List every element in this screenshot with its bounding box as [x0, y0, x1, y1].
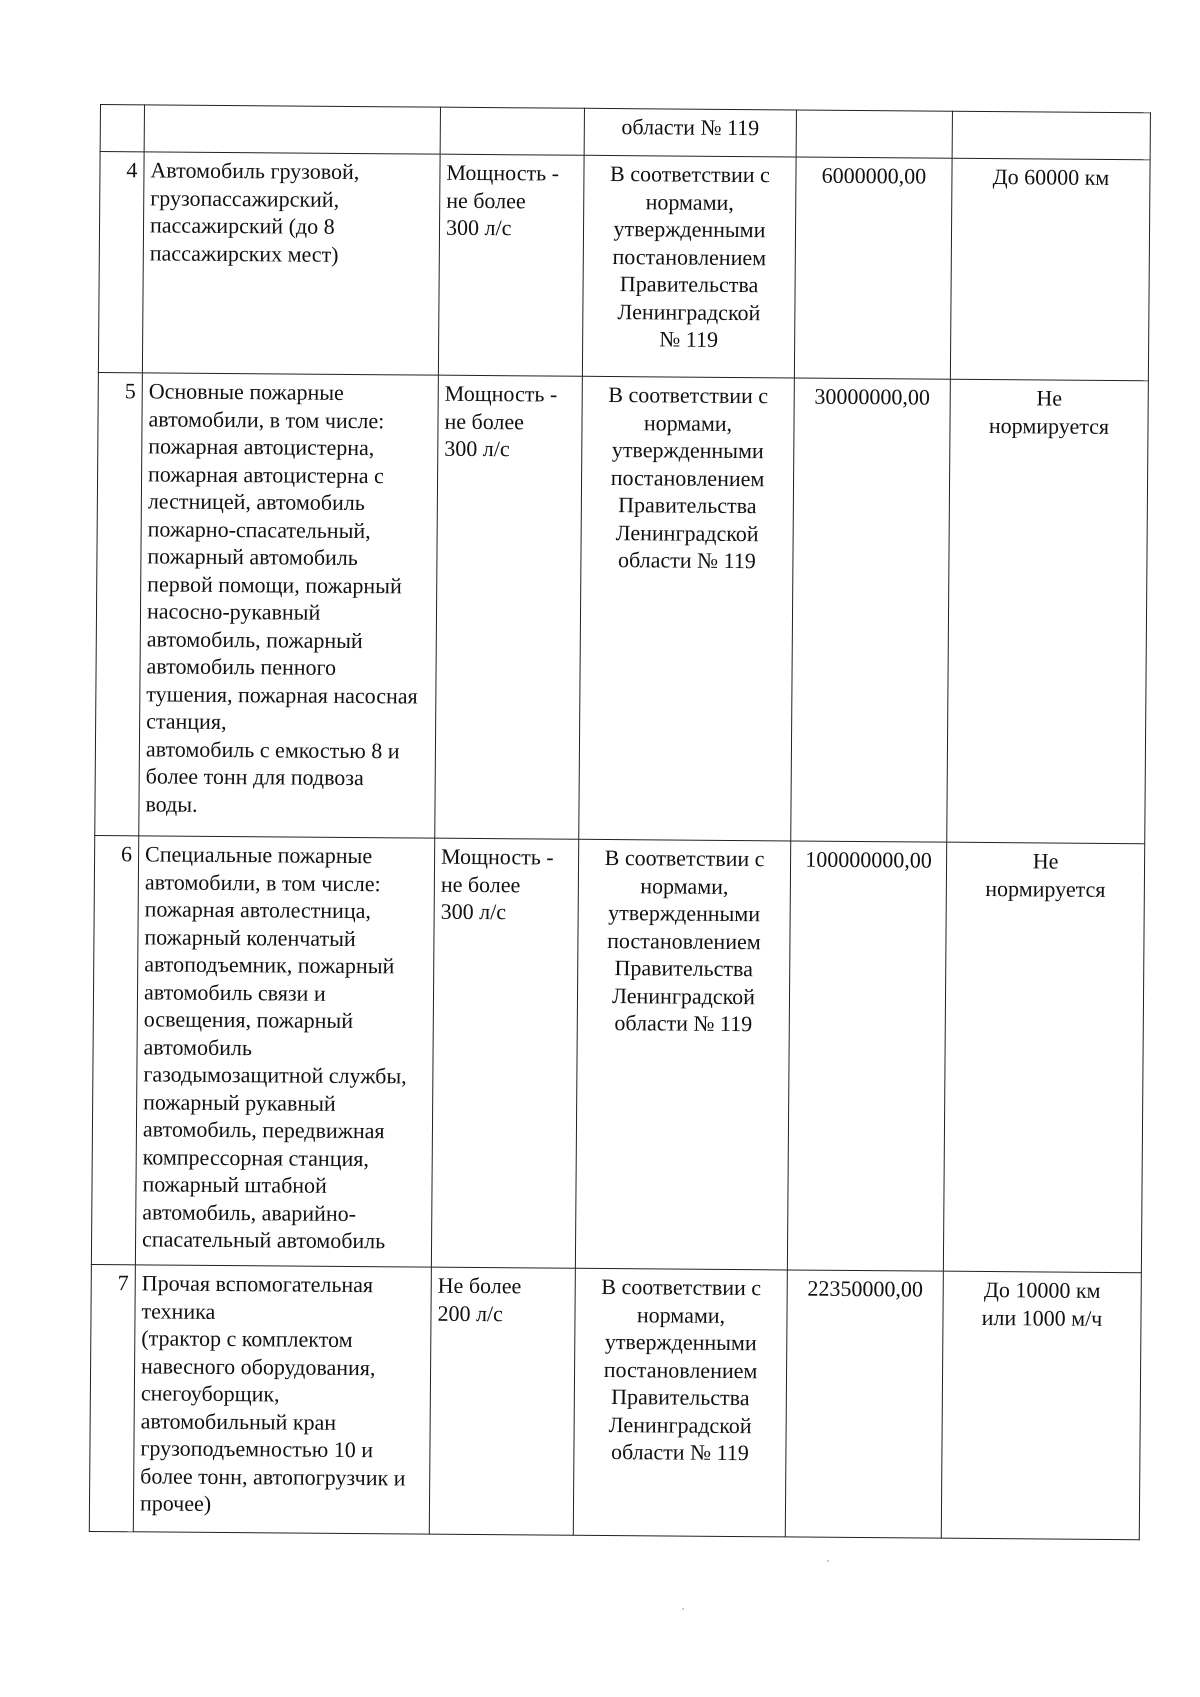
mileage-limit-cell: До 60000 км	[950, 158, 1150, 381]
price-limit-cell: 100000000,00	[787, 841, 946, 1271]
power-limit-cell	[440, 107, 584, 155]
mileage-limit-cell: Не нормируется	[947, 379, 1149, 844]
vehicle-type-cell: Автомобиль грузовой, грузопассажирский, пассажирский (до 8 пассажирских мест)	[142, 152, 440, 375]
vehicle-type-cell	[144, 105, 440, 154]
row-number-cell: 4	[98, 152, 144, 373]
price-limit-cell	[796, 110, 952, 158]
table-row	[89, 1264, 1141, 1539]
mileage-limit-cell	[952, 111, 1150, 160]
norms-reference-cell: В соответствии с нормами, утвержденными постановлением Правительства Ленинградской области № 119	[575, 839, 790, 1270]
vehicle-type-cell: Прочая вспомогательная техника (трактор с комплектом навесного оборудования, снегоуборщик, автомобильный кран грузоподъемностью 10 и более тонн, автопогрузчик и прочее)	[133, 1265, 431, 1534]
norms-reference-cell: В соответствии с нормами, утвержденными постановлением Правительства Ленинградской № 119	[582, 155, 796, 378]
table-row	[98, 152, 1150, 381]
price-limit-cell: 22350000,00	[785, 1270, 943, 1538]
row-number-cell	[100, 105, 144, 152]
row-number-cell: 6	[91, 835, 138, 1264]
row-number-cell: 5	[95, 372, 143, 835]
norms-reference-cell: В соответствии с нормами, утвержденными постановлением Правительства Ленинградской области № 119	[579, 376, 795, 841]
table-row	[100, 105, 1150, 160]
mileage-limit-cell: До 10000 км или 1000 м/ч	[941, 1271, 1141, 1540]
vehicle-type-cell: Основные пожарные автомобили, в том числе: пожарная автоцистерна, пожарная автоцистерна с лестницей, автомобиль пожарно-спасательный, пожарный автомобиль первой помощи, пожарный насосно-рукавный автомобиль, пожарный автомобиль пенного тушения, пожарная насосная станция, автомобиль с емкостью 8 и более тонн для подвоза воды.	[139, 373, 439, 838]
row-number-cell: 7	[89, 1264, 135, 1531]
norms-reference-cell: области № 119	[584, 108, 796, 157]
power-limit-cell: Мощность - не более 300 л/с	[438, 154, 584, 376]
power-limit-cell: Мощность - не более 300 л/с	[435, 375, 583, 839]
price-limit-cell: 6000000,00	[794, 157, 952, 379]
table-row	[95, 372, 1149, 843]
power-limit-cell: Не более 200 л/с	[429, 1267, 575, 1535]
table-row	[91, 835, 1144, 1272]
mileage-limit-cell: Не нормируется	[943, 842, 1144, 1273]
power-limit-cell: Мощность - не более 300 л/с	[431, 838, 578, 1268]
scan-speck	[682, 1608, 684, 1610]
vehicle-norms-table	[89, 104, 1151, 1540]
scan-speck	[827, 1560, 829, 1562]
vehicle-type-cell: Специальные пожарные автомобили, в том числе: пожарная автолестница, пожарный коленчатый автоподъемник, пожарный автомобиль связи и освещения, пожарный автомобиль газодымозащитной службы, пожарный рукавный автомобиль, передвижная компрессорная станция, пожарный штабной автомобиль, аварийно- спасательный автомобиль	[135, 836, 434, 1267]
price-limit-cell: 30000000,00	[791, 378, 951, 842]
norms-reference-cell: В соответствии с нормами, утвержденными постановлением Правительства Ленинградской области № 119	[573, 1268, 787, 1537]
